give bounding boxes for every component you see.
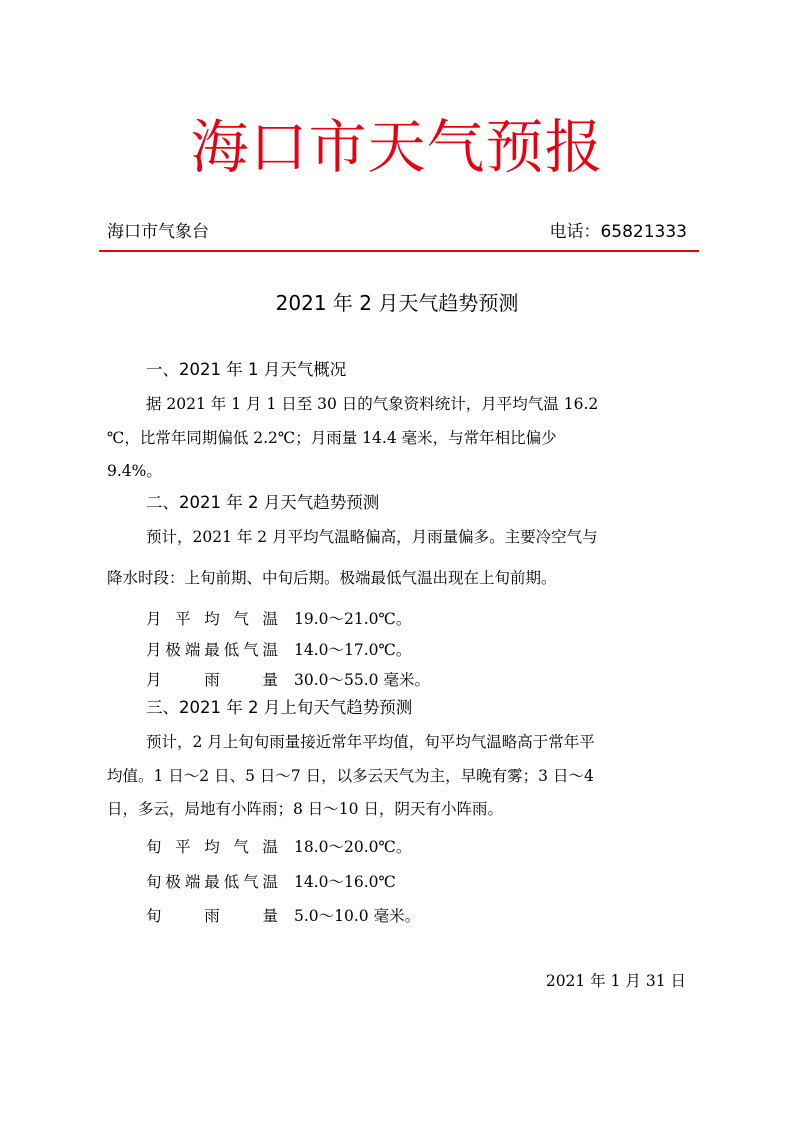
forecast-label: 旬平均气温 xyxy=(146,838,278,856)
forecast-row xyxy=(146,638,411,662)
forecast-label: 月平均气温 xyxy=(146,610,278,628)
document-title: 2021 年 2 月天气趋势预测 xyxy=(275,291,519,315)
section-2-line: 降水时段：上旬前期、中旬后期。极端最低气温出现在上旬前期。 xyxy=(107,569,557,587)
section-2-line: 预计，2021 年 2 月平均气温略偏高，月雨量偏多。主要冷空气与 xyxy=(146,528,598,546)
forecast-value: 14.0～16.0℃ xyxy=(294,873,396,891)
forecast-row xyxy=(146,904,420,928)
forecast-value: 19.0～21.0℃。 xyxy=(294,610,412,628)
forecast-value: 5.0～10.0 毫米。 xyxy=(294,907,421,925)
page-title: 海口市天气预报 xyxy=(190,113,604,181)
section-2-heading: 二、2021 年 2 月天气趋势预测 xyxy=(146,493,380,512)
issue-date: 2021 年 1 月 31 日 xyxy=(545,972,686,990)
section-3-line: 预计，2 月上旬旬雨量接近常年平均值，旬平均气温略高于常年平 xyxy=(146,733,595,751)
forecast-value: 18.0～20.0℃。 xyxy=(294,838,412,856)
section-1-line: ℃，比常年同期偏低 2.2℃；月雨量 14.4 毫米，与常年相比偏少 xyxy=(107,429,557,447)
forecast-label: 旬极端最低气温 xyxy=(146,873,278,891)
phone-number: 电话：65821333 xyxy=(549,222,687,242)
section-1-heading: 一、2021 年 1 月天气概况 xyxy=(146,360,347,379)
section-1-line: 9.4%。 xyxy=(107,462,162,480)
section-3-heading: 三、2021 年 2 月上旬天气趋势预测 xyxy=(146,698,413,717)
forecast-row xyxy=(146,668,430,692)
header-divider xyxy=(99,250,699,252)
section-3-line: 日，多云，局地有小阵雨；8 日～10 日，阴天有小阵雨。 xyxy=(107,800,503,818)
forecast-value: 30.0～55.0 毫米。 xyxy=(294,671,430,689)
forecast-label: 月极端最低气温 xyxy=(146,641,278,659)
forecast-value: 14.0～17.0℃。 xyxy=(294,641,412,659)
forecast-label: 旬雨量 xyxy=(146,907,278,925)
sender-name: 海口市气象台 xyxy=(107,222,209,242)
section-1-line: 据 2021 年 1 月 1 日至 30 日的气象资料统计，月平均气温 16.2 xyxy=(146,395,599,413)
forecast-row xyxy=(146,835,411,859)
section-3-line: 均值。1 日～2 日、5 日～7 日，以多云天气为主，早晚有雾；3 日～4 xyxy=(107,767,594,785)
forecast-row xyxy=(146,607,411,631)
forecast-row xyxy=(146,870,396,894)
forecast-label: 月雨量 xyxy=(146,671,278,689)
